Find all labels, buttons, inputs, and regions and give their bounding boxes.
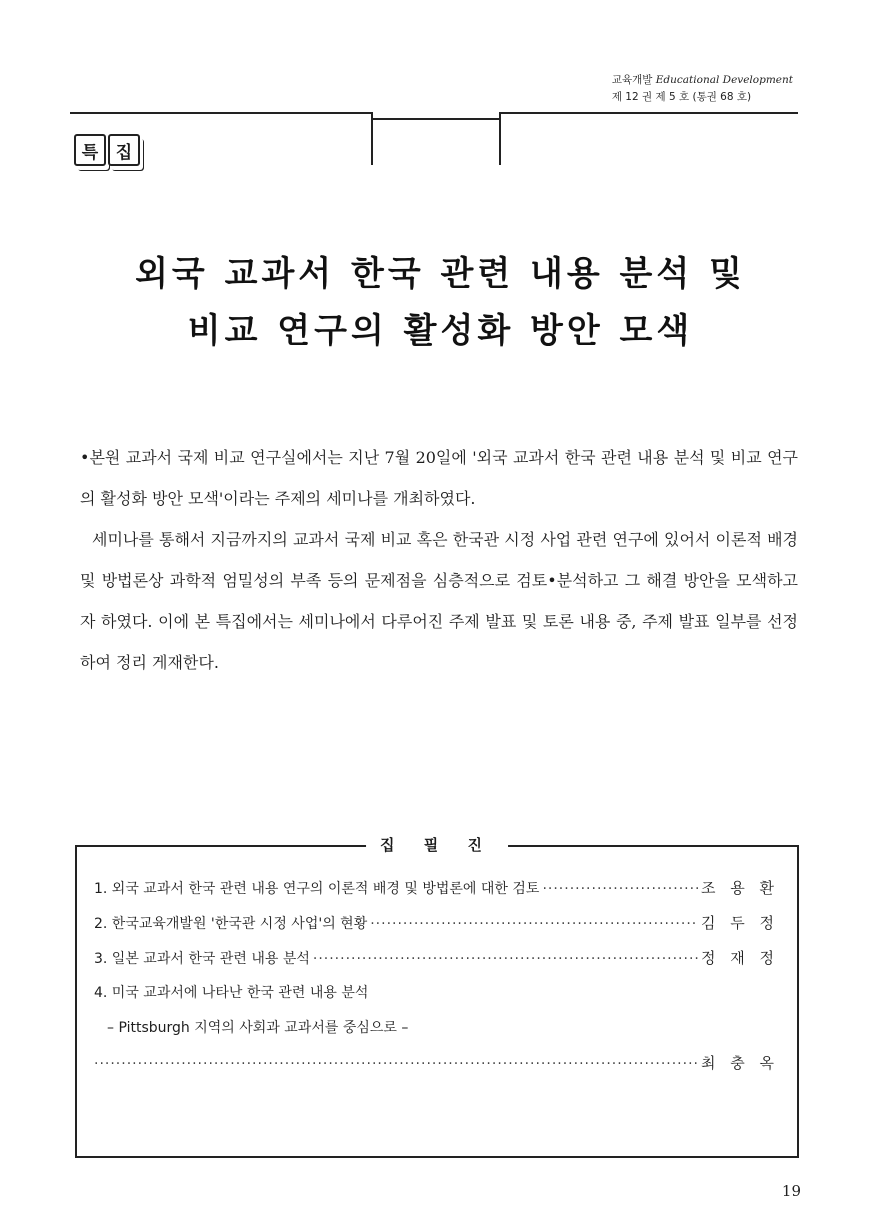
article-title — [0, 246, 881, 360]
item-label: 3. 일본 교과서 한국 관련 내용 분석 — [94, 951, 310, 967]
authors-list — [94, 877, 779, 1087]
item-author: 김 두 정 — [700, 914, 779, 932]
header-rule-middle — [372, 118, 500, 120]
item-label: 2. 한국교육개발원 '한국관 시정 사업'의 현황 — [94, 916, 368, 932]
special-feature-badge — [74, 134, 140, 166]
badge-char-1: 특 — [74, 134, 106, 166]
intro-text — [80, 437, 798, 683]
page-number: 19 — [781, 1182, 801, 1200]
leader-dots — [313, 951, 698, 967]
issue-info: 제 12 권 제 5 호 (통권 68 호) — [611, 91, 752, 103]
journal-title-en: Educational Development — [655, 74, 793, 86]
leader-dots — [542, 881, 698, 897]
list-item — [94, 982, 779, 1017]
list-item-subtitle — [94, 1017, 779, 1052]
authors-box — [75, 836, 799, 1158]
header-rule-divider-2 — [499, 112, 501, 165]
intro-paragraph-1: •본원 교과서 국제 비교 연구실에서는 지난 7월 20일에 '외국 교과서 한국 관련 내용 분석 및 비교 연구의 활성화 방안 모색'이라는 주제의 세미나를 개최하였다. — [80, 448, 798, 508]
list-item — [94, 947, 779, 982]
journal-info — [612, 72, 793, 106]
item-author: 조 용 환 — [700, 879, 779, 897]
item-label: 4. 미국 교과서에 나타난 한국 관련 내용 분석 — [94, 985, 369, 1001]
badge-char-2: 집 — [108, 134, 140, 166]
title-line-1: 외국 교과서 한국 관련 내용 분석 및 — [135, 254, 746, 294]
list-item — [94, 912, 779, 947]
item-author: 정 재 정 — [700, 949, 779, 967]
header-rule-left — [70, 112, 372, 114]
leader-dots — [370, 916, 698, 932]
list-item-author-line — [94, 1052, 779, 1087]
header-rule-divider-1 — [371, 112, 373, 165]
item-subtitle: – Pittsburgh 지역의 사회과 교과서를 중심으로 – — [107, 1020, 409, 1036]
journal-title-kr: 교육개발 — [611, 74, 653, 86]
list-item — [94, 877, 779, 912]
intro-paragraph-2: 세미나를 통해서 지금까지의 교과서 국제 비교 혹은 한국관 시정 사업 관련 연구에 있어서 이론적 배경 및 방법론상 과학적 엄밀성의 부족 등의 문제점을 심층적으로 검토•분석하고 그 해결 방안을 모색하고자 하였다. 이에 본 특집에서는 세미나에서 다루어진 주제 발표 및 토론 내용 중, 주제 발표 일부를 선정하여 정리 게재한다. — [80, 530, 798, 672]
authors-heading: 집 필 진 — [366, 834, 508, 855]
leader-dots — [94, 1056, 698, 1072]
item-label: 1. 외국 교과서 한국 관련 내용 연구의 이론적 배경 및 방법론에 대한 검토 — [94, 881, 540, 897]
item-author: 최 충 옥 — [700, 1054, 779, 1072]
title-line-2: 비교 연구의 활성화 방안 모색 — [187, 311, 694, 351]
header-rule-right — [500, 112, 798, 114]
